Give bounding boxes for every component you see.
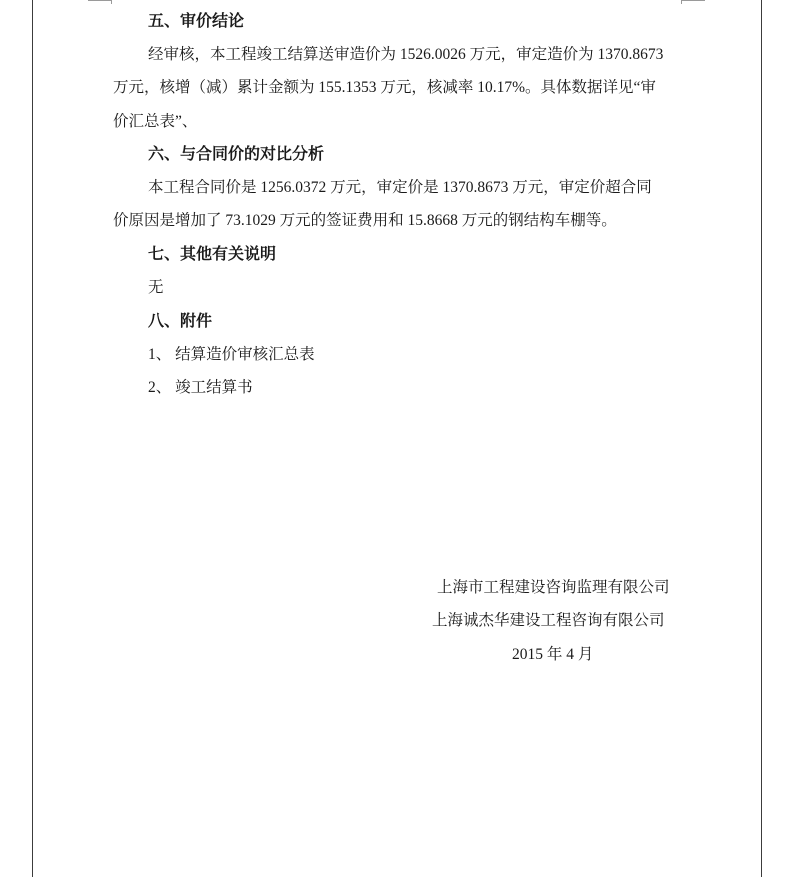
section-8-heading: 八、附件 <box>148 313 213 330</box>
section-5-paragraph-line-3: 价汇总表”、 <box>113 113 198 130</box>
margin-corner-mark-left <box>88 0 112 1</box>
section-7-heading: 七、其他有关说明 <box>148 246 277 263</box>
margin-corner-mark-right <box>681 0 705 1</box>
section-5-paragraph-line-2: 万元，核增（减）累计金额为 155.1353 万元，核减率 10.17%。具体数据详见“审 <box>113 79 656 96</box>
section-5-paragraph-line-1: 经审核，本工程竣工结算送审造价为 1526.0026 万元，审定造价为 1370.8673 <box>148 46 664 63</box>
attachment-item-2: 2、 竣工结算书 <box>148 379 253 396</box>
signature-org-1: 上海市工程建设咨询监理有限公司 <box>437 579 670 596</box>
margin-corner-tick-right <box>681 0 682 4</box>
page-left-border <box>32 0 33 877</box>
page-right-border <box>761 0 762 877</box>
signature-org-2: 上海诚杰华建设工程咨询有限公司 <box>432 612 665 629</box>
margin-corner-tick-left <box>111 0 112 4</box>
section-7-body: 无 <box>148 279 164 296</box>
section-5-heading: 五、审价结论 <box>148 13 245 30</box>
section-6-paragraph-line-2: 价原因是增加了 73.1029 万元的签证费用和 15.8668 万元的钢结构车棚等。 <box>113 212 617 229</box>
attachment-item-1: 1、 结算造价审核汇总表 <box>148 346 315 363</box>
section-6-heading: 六、与合同价的对比分析 <box>148 146 325 163</box>
signature-date: 2015 年 4 月 <box>512 646 594 663</box>
section-6-paragraph-line-1: 本工程合同价是 1256.0372 万元，审定价是 1370.8673 万元，审定价超合同 <box>148 179 652 196</box>
